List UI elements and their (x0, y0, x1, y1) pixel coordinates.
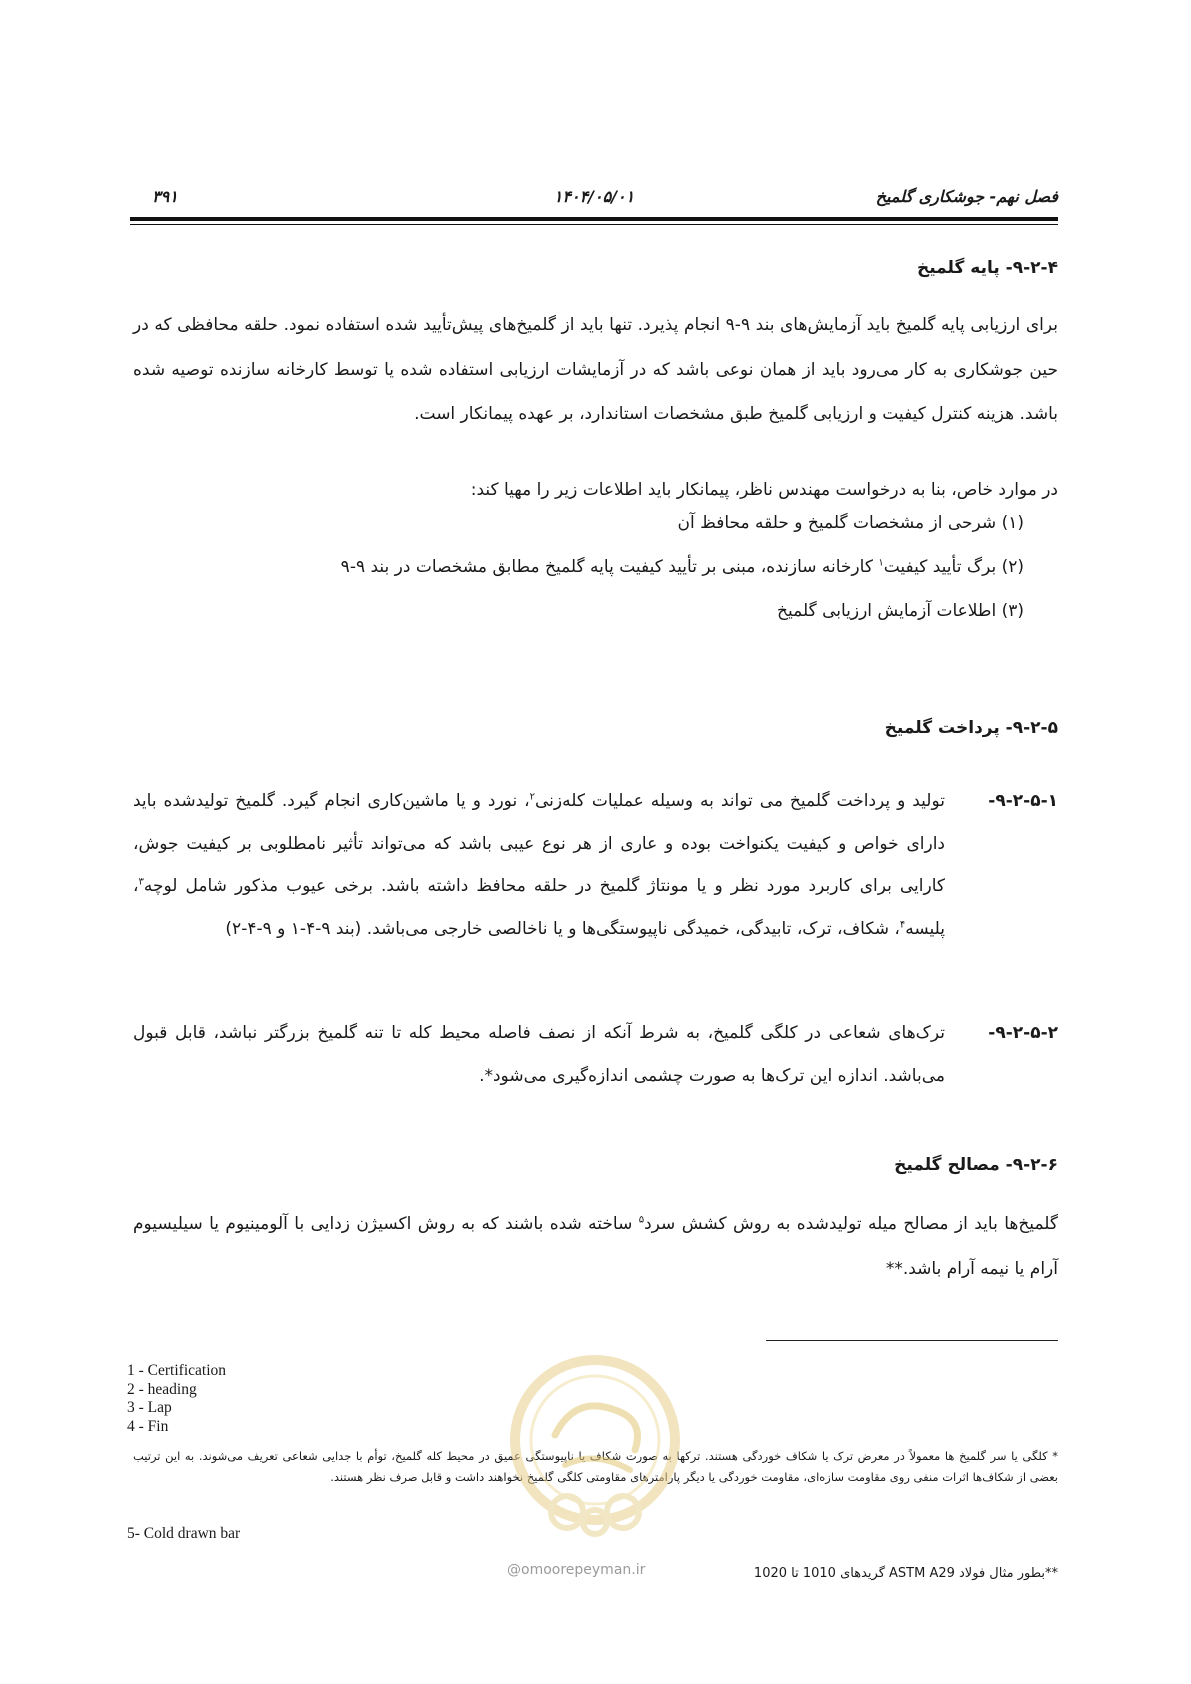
footnote-5: 5- Cold drawn bar (127, 1525, 241, 1542)
list-item: (۳) اطلاعات آزمایش ارزیابی گلمیخ (777, 601, 1024, 621)
chapter-title: فصل نهم- جوشکاری گلمیخ (875, 187, 1058, 206)
clause-number: ۹-۲-۵-۲- (988, 1023, 1058, 1043)
footnote-2: 2 - heading (127, 1380, 197, 1398)
running-header (130, 187, 1058, 211)
footnote-1: 1 - Certification (127, 1362, 226, 1379)
section-heading-stud-finish: ۹-۲-۵- پرداخت گلمیخ (884, 718, 1058, 738)
paragraph-special-cases: در موارد خاص، بنا به درخواست مهندس ناظر، پیمانکار باید اطلاعات زیر را مهیا کند: (470, 480, 1058, 500)
page-number: ۳۹۱ (152, 187, 178, 206)
footnote-3: 3 - Lap (127, 1399, 172, 1416)
footnote-ref: ۲ (529, 791, 535, 803)
footnote-double-star: **بطور مثال فولاد ASTM A29 گریدهای 1010 تا 1020 (753, 1566, 1058, 1581)
header-rule-thick (130, 217, 1058, 221)
header-rule-thin (130, 224, 1058, 225)
header-date: ۱۴۰۴/۰۵/۰۱ (553, 187, 635, 206)
clause-9-2-5-2 (133, 1012, 1058, 1097)
section-heading-stud-material: ۹-۲-۶- مصالح گلمیخ (894, 1155, 1058, 1175)
clause-9-2-5-1 (133, 780, 1058, 950)
list-item: (۲) برگ تأیید کیفیت$^۱$ کارخانه سازنده، مبنی بر تأیید کیفیت پایه گلمیخ مطابق مشخصات در بند ۹-۹ (340, 557, 1024, 577)
asterisk-mark: ** (885, 1258, 903, 1279)
footnote-ref: ۴ (899, 918, 906, 930)
watermark-website: @omoorepeyman.ir (507, 1562, 646, 1578)
clause-text: ترک‌های شعاعی در کلگی گلمیخ، به شرط آنکه از نصف فاصله محیط کله تا تنه گلمیخ بزرگتر نباشد، قابل قبول می‌باشد. اندازه این ترک‌ها به صورت چشمی اندازه‌گیری می‌شود*. (133, 1023, 945, 1086)
asterisk-mark: *. (479, 1065, 493, 1086)
footnote-ref: ۱ (878, 557, 884, 569)
section-heading-stud-base: ۹-۲-۴- پایه گلمیخ (916, 258, 1058, 278)
footnote-star: * کلگی یا سر گلمیخ ها معمولاً در معرض ترک یا شکاف خوردگی هستند. ترکها به صورت شکاف یا ناپیوستگی عمیق در محیط کله گلمیخ، توأم با جدایی شعاعی تعریف می‌شوند. به این ترتیب بعضی از شکاف‌ها اثرات منفی روی مقاومت سازه‌ای، مقاومت خوردگی یا دیگر پارامترهای مقاومتی کلگی گلمیخ نخواهند داشت و قابل صرف نظر هستند. (133, 1449, 1058, 1484)
clause-number: ۹-۲-۵-۱- (988, 791, 1058, 811)
footnotes-english (127, 1362, 226, 1436)
clause-text: تولید و پرداخت گلمیخ می تواند به وسیله عملیات کله‌زنی$^۲$، نورد و یا ماشین‌کاری انجام گیرد. گلمیخ تولیدشده باید دارای خواص و کیفیت یکنواخت بوده و عاری از هر نوع عیبی باشد که می‌تواند تأثیر نامطلوبی بر کیفیت جوش، کارایی برای کاربرد مورد نظر و یا مونتاژ گلمیخ در حلقه محافظ داشته باشد. برخی عیوب مذکور شامل لوچه$^۳$، پلیسه$^۴$، شکاف، ترک، تابیدگی، خمیدگی ناپیوستگی‌ها و یا ناخالصی خارجی می‌باشد. (بند ۹-۴-۱ و ۹-۴-۲) (133, 791, 945, 939)
paragraph-stud-material: گلمیخ‌ها باید از مصالح میله تولیدشده به روش کشش سرد$^۵$ ساخته شده باشند که به روش اکسیژن زدایی با آلومینیوم یا سیلیسیوم آرام یا نیمه آرام باشد.** (133, 1214, 1058, 1279)
footnote-4: 4 - Fin (127, 1417, 169, 1435)
footnote-ref: ۵ (638, 1214, 645, 1226)
footnote-ref: ۳ (138, 876, 144, 888)
paragraph-stud-base: برای ارزیابی پایه گلمیخ باید آزمایش‌های بند ۹-۹ انجام پذیرد. تنها باید از گلمیخ‌های پیش‌تأیید شده استفاده نمود. حلقه محافظی که در حین جوشکاری به کار می‌رود باید از همان نوعی باشد که در آزمایشات ارزیابی استفاده شده یا توسط کارخانه سازنده توصیه شده باشد. هزینه کنترل کیفیت و ارزیابی گلمیخ طبق مشخصات استاندارد، بر عهده پیمانکار است. (133, 315, 1058, 424)
footnote-separator (766, 1340, 1058, 1341)
list-item: (۱) شرحی از مشخصات گلمیخ و حلقه محافظ آن (677, 513, 1024, 533)
requirements-list (144, 501, 1024, 633)
